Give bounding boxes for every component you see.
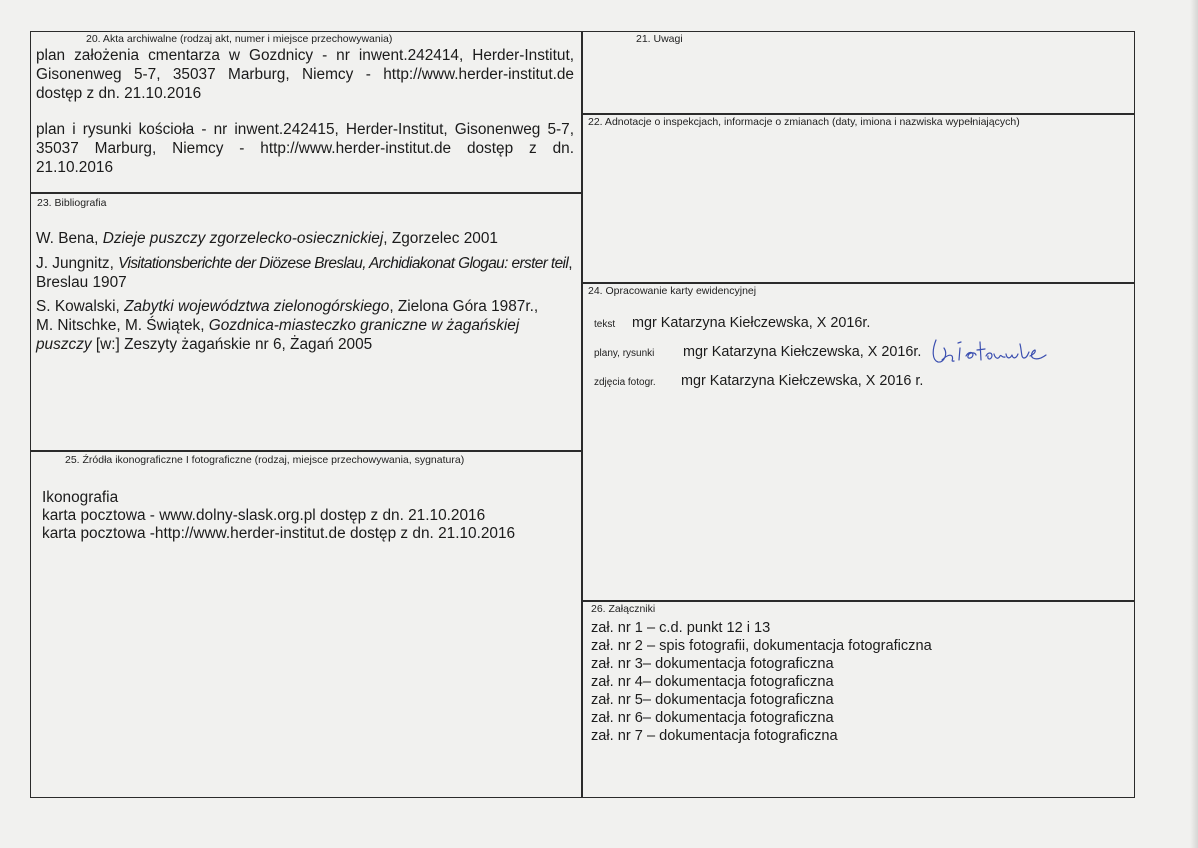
bib-publication: , Zielona Góra 1987r.,	[389, 298, 539, 315]
section-24-label: 24. Opracowanie karty ewidencyjnej	[588, 285, 757, 297]
archival-record-cemetery-plan: plan założenia cmentarza w Gozdnicy - nr inwent.242414, Herder-Institut, Gisonenweg 5-7, 35037 Marburg, Niemcy - http://www.herder-institut.de dostęp z dn. 21.10.2016	[36, 47, 574, 102]
rule-22-24	[581, 282, 1135, 284]
preparation-value: mgr Katarzyna Kiełczewska, X 2016r.	[632, 315, 871, 331]
bib-publication: , Breslau 1907	[36, 255, 573, 291]
section-26-attachments	[591, 603, 1131, 745]
archival-record-church-plan: plan i rysunki kościoła - nr inwent.242415, Herder-Institut, Gisonenweg 5-7, 35037 Marburg, Niemcy - http://www.herder-institut.de dostęp z dn. 21.10.2016	[36, 121, 574, 176]
section-23-label: 23. Bibliografia	[37, 197, 107, 209]
attachment-item: zał. nr 2 – spis fotografii, dokumentacja fotograficzna	[591, 638, 932, 654]
section-20-archival-records	[36, 33, 574, 177]
section-26-label: 26. Załączniki	[591, 603, 656, 615]
section-22-inspection-notes	[588, 116, 1020, 128]
rule-20-23	[30, 192, 582, 194]
preparation-key: zdjęcia fotogr.	[594, 377, 656, 388]
source-entry: karta pocztowa -http://www.herder-institut.de dostęp z dn. 21.10.2016	[42, 525, 516, 542]
section-24-card-preparation	[586, 285, 1131, 405]
bib-title: Dzieje puszczy zgorzelecko-osiecznickiej	[102, 230, 384, 247]
rule-23-25	[30, 450, 582, 452]
bib-publication: , Zgorzelec 2001	[383, 230, 498, 247]
attachment-item: zał. nr 6– dokumentacja fotograficzna	[591, 710, 834, 726]
rule-21-22	[581, 113, 1135, 115]
preparation-row-text	[594, 315, 870, 331]
section-20-label: 20. Akta archiwalne (rodzaj akt, numer i miejsce przechowywania)	[86, 33, 393, 45]
bibliography-entry	[36, 316, 536, 354]
source-entry: karta pocztowa - www.dolny-slask.org.pl dostęp z dn. 21.10.2016	[42, 507, 486, 524]
section-21-label: 21. Uwagi	[636, 33, 683, 45]
rule-24-26	[581, 600, 1135, 602]
column-divider	[581, 31, 583, 798]
attachment-item: zał. nr 7 – dokumentacja fotograficzna	[591, 728, 838, 744]
attachment-item: zał. nr 4– dokumentacja fotograficzna	[591, 674, 834, 690]
preparation-row-drawings	[594, 344, 921, 360]
bib-title: Zabytki województwa zielonogórskiego	[124, 298, 390, 315]
bib-author: S. Kowalski,	[36, 298, 125, 315]
bib-title: Gozdnica-miasteczko graniczne w żagańskiej puszczy	[36, 317, 520, 353]
preparation-value: mgr Katarzyna Kiełczewska, X 2016r.	[683, 344, 922, 360]
section-25-iconographic-sources	[36, 454, 576, 543]
bib-publication: [w:] Zeszyty żagańskie nr 6, Żagań 2005	[91, 336, 373, 353]
attachment-item: zał. nr 5– dokumentacja fotograficzna	[591, 692, 834, 708]
preparation-row-photos	[594, 373, 923, 389]
bib-title: Visitationsberichte der Diözese Breslau, Archidiakonat Glogau: erster teil	[118, 255, 569, 272]
bibliography-entry	[36, 297, 576, 316]
bib-author: W. Bena,	[36, 230, 103, 247]
bibliography-entry	[36, 229, 576, 248]
page-edge-shadow	[1190, 0, 1198, 848]
section-21-remarks	[636, 33, 683, 45]
section-25-label: 25. Źródła ikonograficzne I fotograficzne (rodzaj, miejsce przechowywania, sygnatura)	[65, 454, 465, 466]
handwritten-signature-image	[928, 330, 1048, 370]
preparation-key: tekst	[594, 319, 616, 330]
preparation-value: mgr Katarzyna Kiełczewska, X 2016 r.	[681, 373, 924, 389]
attachment-item: zał. nr 3– dokumentacja fotograficzna	[591, 656, 834, 672]
section-23-bibliography	[36, 197, 576, 354]
section-22-label: 22. Adnotacje o inspekcjach, informacje o zmianach (daty, imiona i nazwiska wypełniających)	[588, 116, 1020, 128]
bib-author: M. Nitschke, M. Świątek,	[36, 317, 209, 334]
attachment-item: zał. nr 1 – c.d. punkt 12 i 13	[591, 620, 771, 636]
preparation-key: plany, rysunki	[594, 348, 655, 359]
source-heading: Ikonografia	[42, 489, 119, 506]
bib-author: J. Jungnitz,	[36, 255, 119, 272]
bibliography-entry	[36, 254, 574, 292]
